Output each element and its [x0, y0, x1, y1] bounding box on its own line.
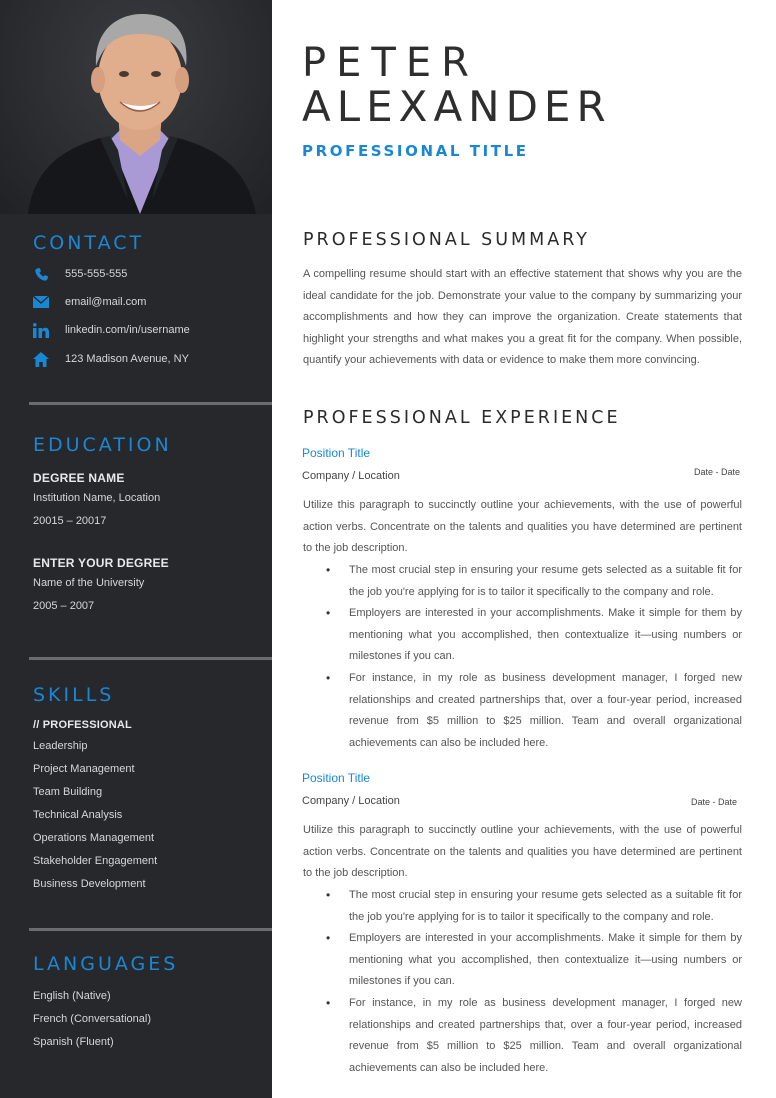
first-name: PETER [302, 40, 479, 86]
skills-heading: SKILLS [33, 684, 115, 706]
sidebar [0, 0, 272, 1098]
education-heading: EDUCATION [33, 434, 172, 456]
languages-heading: LANGUAGES [33, 953, 179, 975]
address-text: 123 Madison Avenue, NY [65, 353, 189, 365]
summary-heading: PROFESSIONAL SUMMARY [303, 230, 590, 250]
contact-phone [33, 264, 128, 284]
sidebar-divider [29, 657, 272, 660]
language-item: French (Conversational) [33, 1013, 151, 1025]
job-bullet: • The most crucial step in ensuring your resume gets selected as a suitable fit for the job you're applying for is to tailor it specifically to the company and role. [326, 563, 742, 598]
phone-icon [33, 266, 49, 282]
job-bullets [303, 560, 742, 754]
linkedin-text[interactable]: linkedin.com/in/username [65, 324, 190, 336]
job-position-title: Position Title [302, 446, 371, 460]
contact-linkedin [33, 320, 190, 340]
sidebar-divider [29, 928, 272, 931]
envelope-icon [33, 294, 49, 310]
job-description: Utilize this paragraph to succinctly outline your achievements, with the use of powerful action verbs. Concentrate on the talents and qualities you have determined are pertinent to the job description. [303, 824, 742, 880]
job-bullet: • The most crucial step in ensuring your resume gets selected as a suitable fit for the job you're applying for is to tailor it specifically to the company and role. [326, 888, 742, 923]
languages-section [33, 953, 263, 1054]
job-bullet: • For instance, in my role as business development manager, I forged new relationships and created partnerships that, over a four-year period, increased revenue from $5 million to $25 million. Team and overall organizational achievements can also be included here. [326, 670, 742, 749]
job-date: Date - Date [691, 797, 738, 807]
contact-heading: CONTACT [33, 232, 145, 254]
job-description: Utilize this paragraph to succinctly outline your achievements, with the use of powerful action verbs. Concentrate on the talents and qualities you have determined are pertinent to the job description. [303, 499, 742, 555]
job-bullet: • Employers are interested in your accomplishments. Make it simple for them by mentioning what you accomplished, then contextualize it—using numbers or milestones if you can. [326, 931, 742, 988]
sidebar-divider [29, 402, 272, 405]
skill-item: Leadership [33, 740, 88, 752]
education-years: 20015 – 20017 [33, 515, 107, 527]
contact-section [33, 232, 263, 254]
job-company: Company / Location [302, 795, 400, 807]
phone-text: 555-555-555 [65, 268, 128, 280]
contact-address [33, 349, 189, 369]
language-item: Spanish (Fluent) [33, 1036, 114, 1048]
profile-photo [0, 0, 272, 214]
education-years: 2005 – 2007 [33, 600, 95, 612]
education-institution: Institution Name, Location [33, 492, 161, 504]
job-bullet: • Employers are interested in your accomplishments. Make it simple for them by mentioning what you accomplished, then contextualize it—using numbers or milestones if you can. [326, 606, 742, 663]
education-institution: Name of the University [33, 577, 145, 589]
education-degree: ENTER YOUR DEGREE [33, 556, 169, 570]
job-position-title: Position Title [302, 771, 371, 785]
last-name: ALEXANDER [302, 82, 612, 131]
skill-item: Team Building [33, 786, 103, 798]
skill-item: Stakeholder Engagement [33, 855, 158, 867]
summary-text: A compelling resume should start with an effective statement that shows why you are the ideal candidate for the job. Demonstrate your value to the company by summarizing your accomplishments and how they can improve the organization. Create statements that highlight your strengths and what makes you a great fit for the company. When possible, quantify your achievements with data or evidence to make them more convincing. [303, 268, 742, 367]
job-company: Company / Location [302, 470, 400, 482]
skill-item: Business Development [33, 878, 146, 890]
education-section [33, 434, 263, 618]
linkedin-icon [33, 322, 49, 338]
skill-item: Project Management [33, 763, 135, 775]
skill-item: Technical Analysis [33, 809, 123, 821]
contact-email [33, 292, 147, 312]
skills-section [33, 684, 263, 896]
skills-subheading: // PROFESSIONAL [33, 719, 132, 731]
language-item: English (Native) [33, 990, 111, 1002]
job-bullet: • For instance, in my role as business development manager, I forged new relationships and created partnerships that, over a four-year period, increased revenue from $5 million to $25 million. Team and overall organizational achievements can also be included here. [326, 995, 742, 1074]
skill-item: Operations Management [33, 832, 155, 844]
professional-title: PROFESSIONAL TITLE [302, 142, 529, 160]
education-degree: DEGREE NAME [33, 471, 125, 485]
job-bullets [303, 885, 742, 1079]
home-icon [33, 351, 49, 367]
email-text[interactable]: email@mail.com [65, 296, 147, 308]
job-date: Date - Date [694, 467, 741, 477]
experience-heading: PROFESSIONAL EXPERIENCE [303, 408, 621, 428]
